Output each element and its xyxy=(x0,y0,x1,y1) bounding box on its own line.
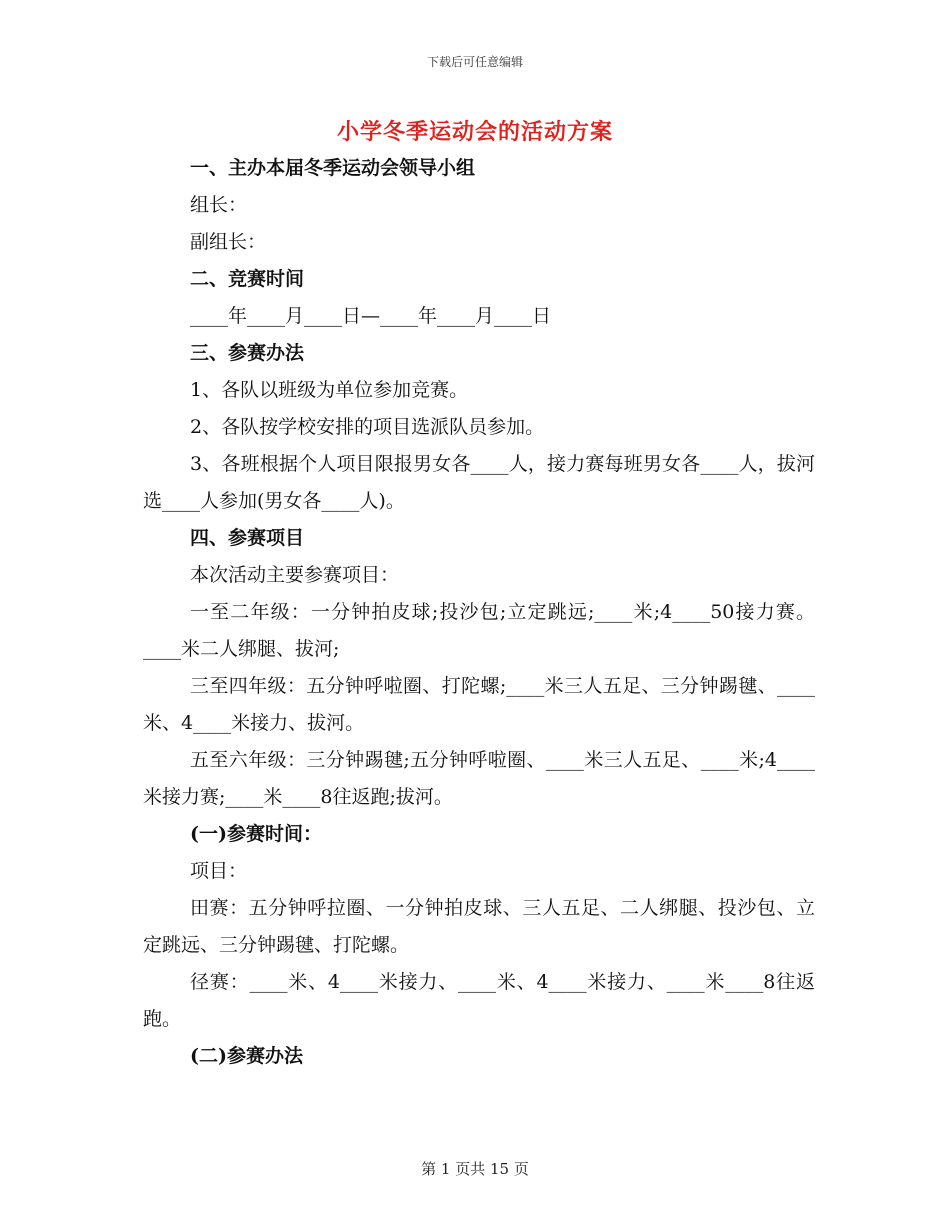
paragraph: 项目： xyxy=(190,860,248,882)
paragraph: 五至六年级：三分钟踢毽;五分钟呼啦圈、____米三人五足、____米;4____米接力赛;____米____8往返跑;拔河。 xyxy=(143,749,815,808)
document-body xyxy=(143,150,815,1075)
section-heading-1: 一、主办本届冬季运动会领导小组 xyxy=(190,157,476,179)
paragraph: 三至四年级：五分钟呼啦圈、打陀螺;____米三人五足、三分钟踢毽、____米、4____米接力、拔河。 xyxy=(143,675,815,734)
paragraph: 径赛：____米、4____米接力、____米、4____米接力、____米____8往返跑。 xyxy=(143,971,815,1030)
paragraph: 组长： xyxy=(190,194,248,216)
subsection-heading-2: (二)参赛办法 xyxy=(190,1045,303,1067)
subsection-heading-1: (一)参赛时间： xyxy=(190,823,322,845)
paragraph: ____年____月____日—____年____月____日 xyxy=(190,305,552,327)
paragraph: 一至二年级：一分钟拍皮球;投沙包;立定跳远;____米;4____50接力赛。____米二人绑腿、拔河; xyxy=(143,601,815,660)
paragraph: 田赛：五分钟呼拉圈、一分钟拍皮球、三人五足、二人绑腿、投沙包、立定跳远、三分钟踢毽、打陀螺。 xyxy=(143,897,815,956)
page-header: 下载后可任意编辑 xyxy=(426,55,523,69)
document-title: 小学冬季运动会的活动方案 xyxy=(336,119,613,145)
section-heading-4: 四、参赛项目 xyxy=(190,527,305,549)
paragraph: 3、各班根据个人项目限报男女各____人，接力赛每班男女各____人，拔河选____人参加(男女各____人)。 xyxy=(143,453,815,512)
paragraph: 本次活动主要参赛项目： xyxy=(190,564,400,586)
paragraph: 2、各队按学校安排的项目选派队员参加。 xyxy=(190,416,545,438)
section-heading-2: 二、竞赛时间 xyxy=(190,268,305,290)
section-heading-3: 三、参赛办法 xyxy=(190,342,305,364)
paragraph: 1、各队以班级为单位参加竞赛。 xyxy=(190,379,469,401)
paragraph: 副组长： xyxy=(190,231,267,253)
page-footer: 第 1 页共 15 页 xyxy=(421,1160,529,1178)
